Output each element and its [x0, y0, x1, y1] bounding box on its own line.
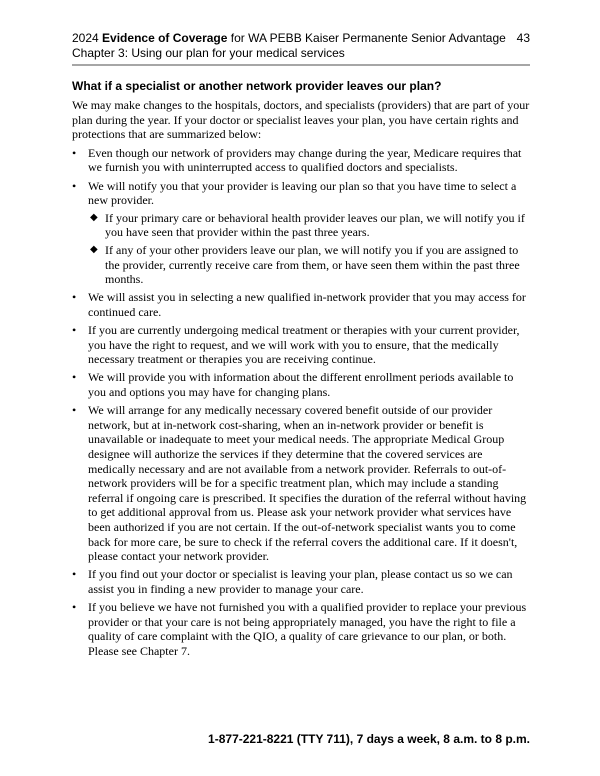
list-item-text: We will provide you with information about the different enrollment periods available to you and options you may have for changing plans. [88, 370, 514, 400]
diamond-bullet-icon: ◆ [90, 211, 98, 223]
sub-list-item [88, 211, 530, 240]
header-plan-name: for WA PEBB Kaiser Permanente Senior Advantage [230, 31, 506, 45]
list-item [72, 370, 530, 399]
bullet-icon: • [72, 145, 77, 160]
bullet-icon: • [72, 290, 77, 305]
list-item [72, 403, 530, 564]
list-item [72, 600, 530, 658]
list-item [72, 290, 530, 319]
bullet-icon: • [72, 403, 77, 418]
list-item [72, 146, 530, 175]
list-item-text: We will notify you that your provider is leaving our plan so that you have time to select a new provider. [88, 178, 517, 208]
header-title-line [72, 31, 530, 46]
notification-sub-list [88, 211, 530, 287]
bullet-icon: • [72, 323, 77, 338]
list-item-text: If you are currently undergoing medical treatment or therapies with your current provider, you have the right to request, and we will work with you to ensure, that the medically necessary treatment or therapies you are receiving continue. [88, 323, 520, 367]
page-number: 43 [516, 31, 530, 45]
bullet-icon: • [72, 370, 77, 385]
sub-list-item-text: If your primary care or behavioral health provider leaves our plan, we will notify you if you have seen that provider within the past three years. [105, 210, 525, 240]
list-item-text: If you find out your doctor or specialist is leaving your plan, please contact us so we can assist you in finding a new provider to manage your care. [88, 567, 513, 596]
rights-bullet-list [72, 146, 530, 659]
diamond-bullet-icon: ◆ [90, 243, 98, 255]
header-chapter: Chapter 3: Using our plan for your medical services [72, 46, 345, 60]
list-item-text: We will assist you in selecting a new qualified in-network provider that you may access for continued care. [88, 290, 526, 319]
main-content [72, 79, 530, 662]
section-heading: What if a specialist or another network provider leaves our plan? [72, 79, 442, 93]
list-item [72, 567, 530, 596]
footer-contact: 1-877-221-8221 (TTY 711), 7 days a week, 8 a.m. to 8 p.m. [208, 732, 530, 746]
bullet-icon: • [72, 178, 77, 193]
header-year: 2024 [72, 31, 99, 45]
sub-list-item [88, 243, 530, 287]
list-item-text: If you believe we have not furnished you with a qualified provider to replace your previous provider or that your care is not being appropriately managed, you have the right to file a quality of care complaint with the QIO, a quality of care grievance to our plan, or both. Please see Chapter 7. [88, 600, 527, 658]
list-item-text: We will arrange for any medically necessary covered benefit outside of our provider network, but at in-network cost-sharing, when an in-network provider or benefit is unavailable or inadequate to meet your medical needs. The appropriate Medical Group designee will authorize the services if they determine that the covered services are medically necessary and are not available from a network provider. Referrals to out-of-network providers will be for a specific treatment plan, which may include a standing referral if ongoing care is prescribed. It specifies the duration of the referral without having to get additional approval from us. Please ask your network provider what services have been authorized if you are not certain. If the out-of-network specialist wants you to come back for more care, be sure to check if the referral covers the additional care. If it doesn't, please contact your network provider. [88, 403, 527, 564]
intro-paragraph: We may make changes to the hospitals, doctors, and specialists (providers) that are part of your plan during the year. If your doctor or specialist leaves your plan, you have certain rights and protections that are summarized below: [72, 98, 530, 142]
header-doc-title: Evidence of Coverage [102, 31, 228, 45]
list-item-text: Even though our network of providers may change during the year, Medicare requires that we furnish you with uninterrupted access to qualified doctors and specialists. [88, 145, 522, 175]
page-header [72, 31, 530, 61]
sub-list-item-text: If any of your other providers leave our plan, we will notify you if you are assigned to the provider, currently receive care from them, or have seen them within the past three months. [105, 242, 520, 287]
header-divider [72, 64, 530, 66]
bullet-icon: • [72, 567, 77, 582]
list-item [72, 179, 530, 287]
bullet-icon: • [72, 600, 77, 615]
list-item [72, 323, 530, 367]
